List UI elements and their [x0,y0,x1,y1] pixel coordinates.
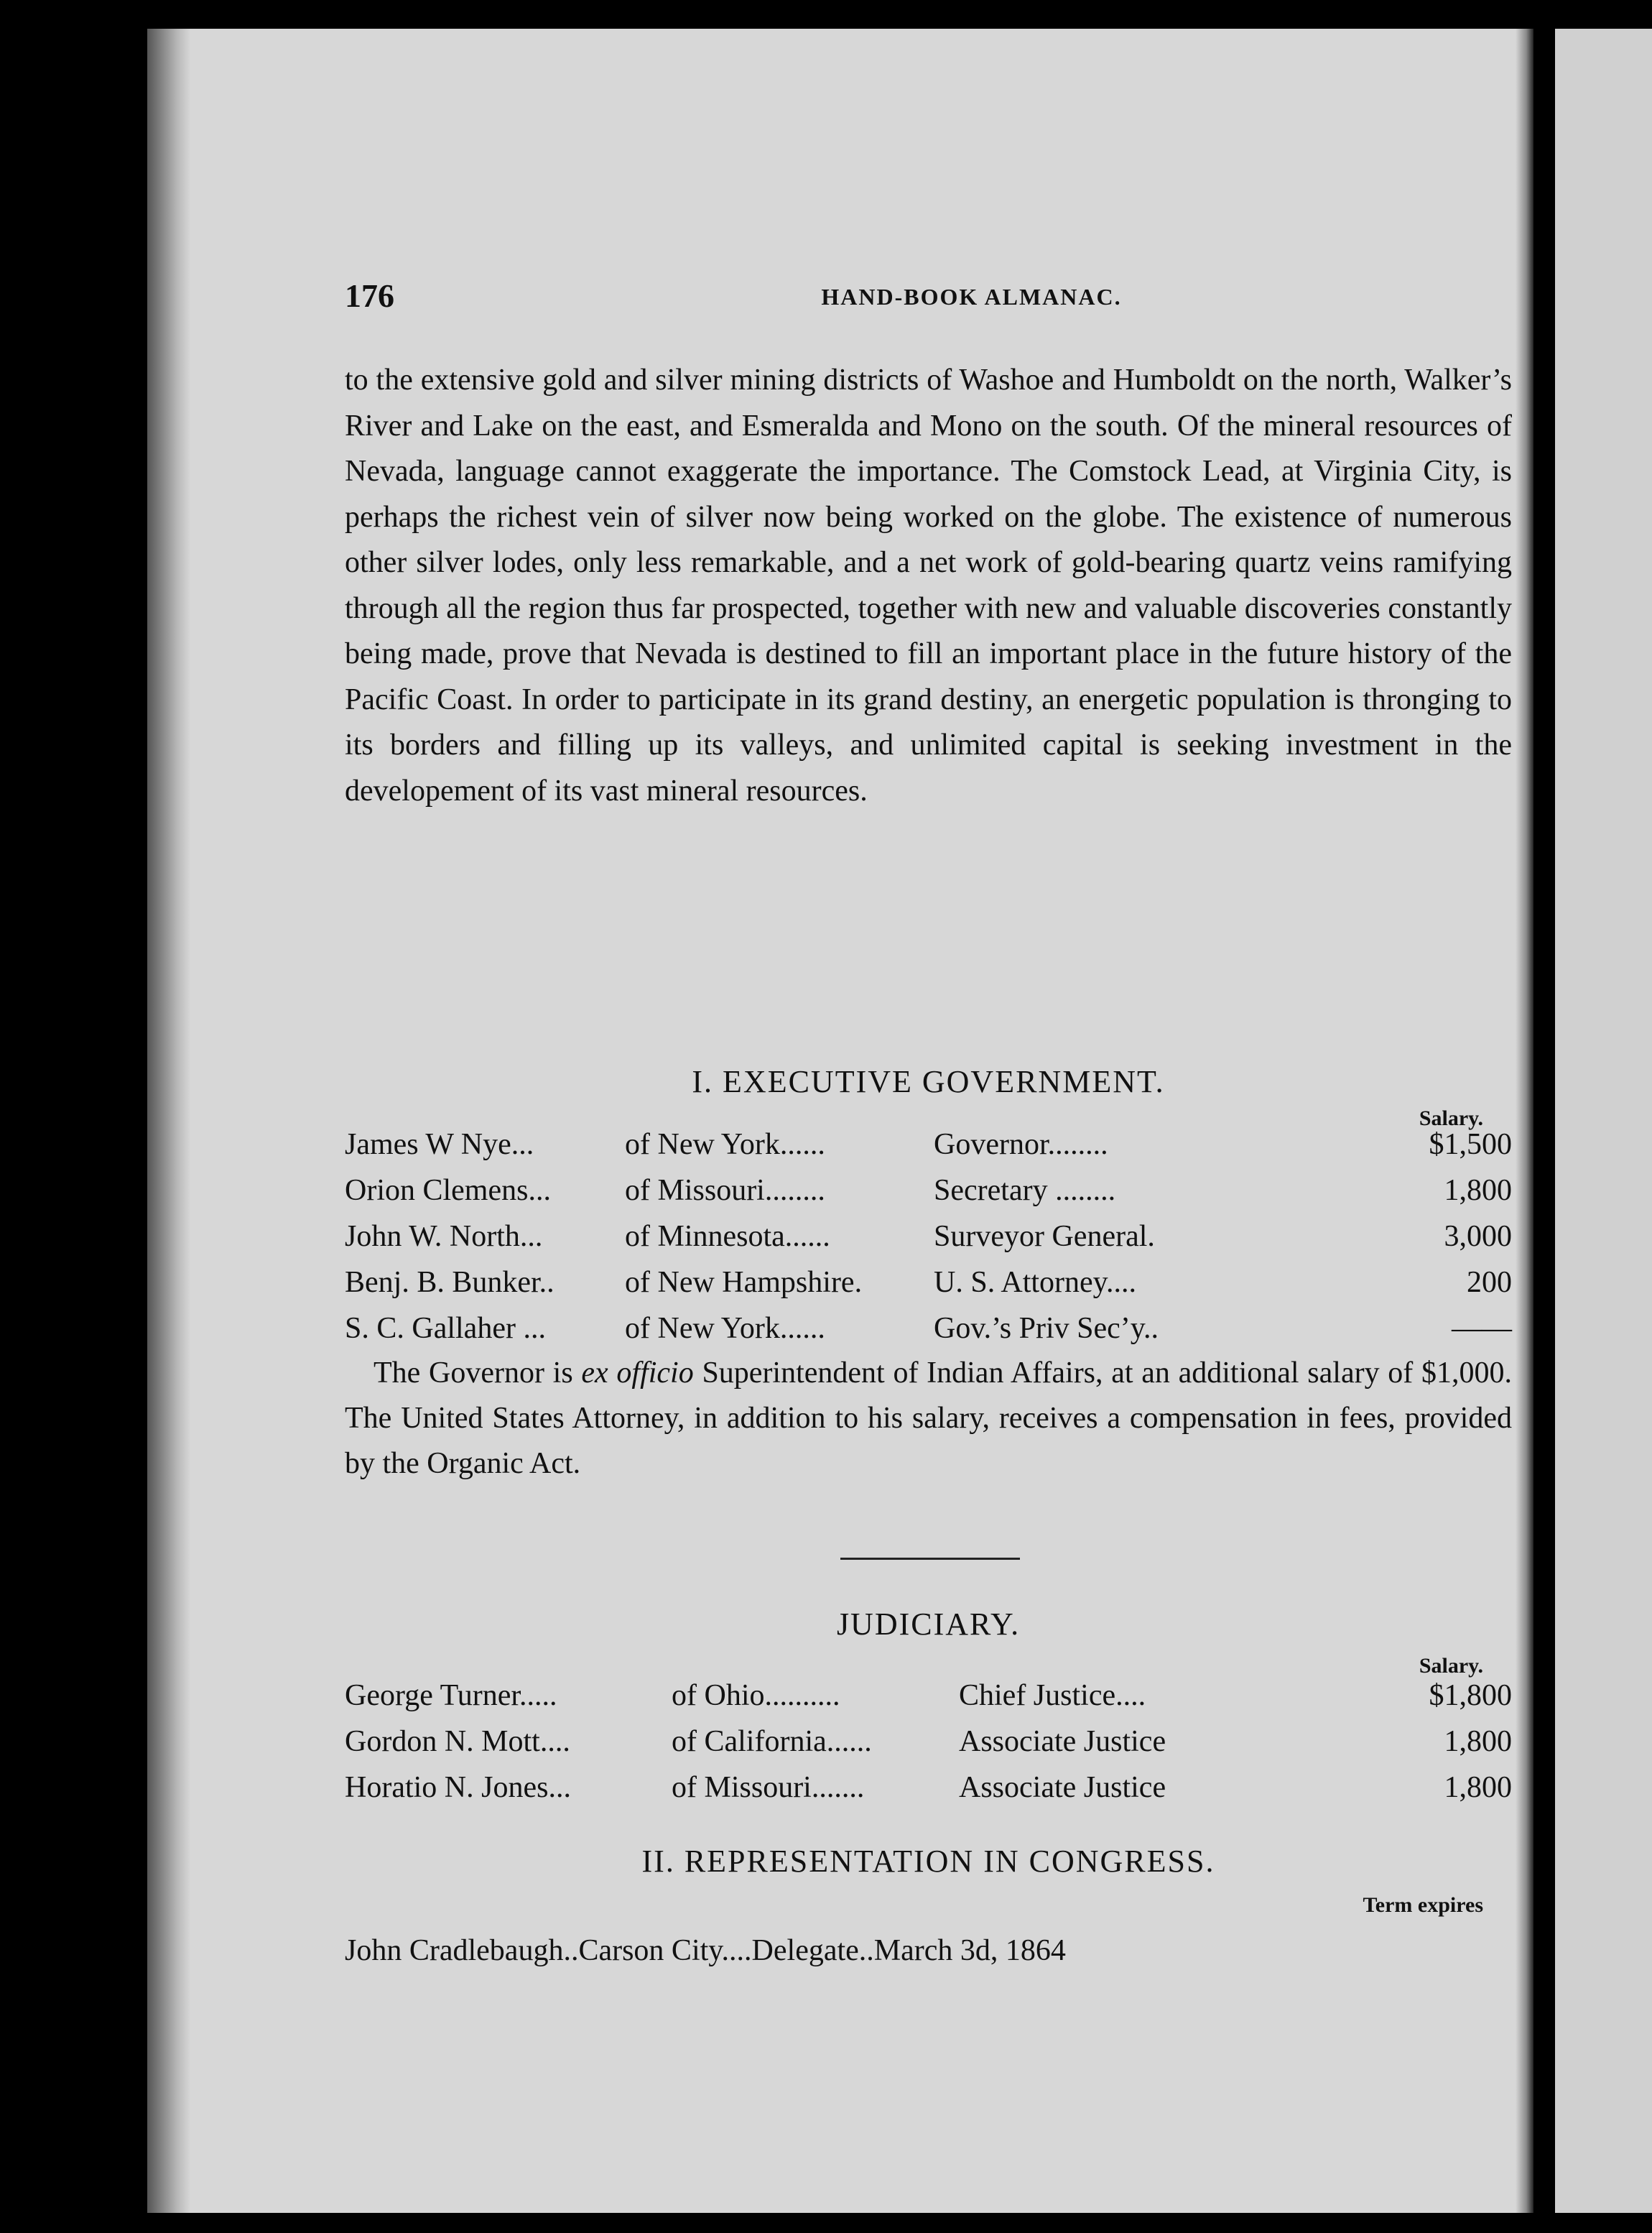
officer-salary: 200 [1467,1266,1512,1299]
judiciary-row [345,1674,1512,1717]
scanned-page [147,29,1533,2213]
judge-office: Chief Justice.... [959,1679,1146,1712]
officer-origin: of Missouri........ [625,1174,825,1207]
officer-name: John W. North... [345,1220,543,1253]
note-text-after: Superintendent of Indian Affairs, at an additional salary of $1,000. The United States Attorney, in addition to his salary, receives a compensation in fees, provided by the Organic Act. [345,1356,1512,1480]
judge-salary: 1,800 [1444,1771,1512,1804]
judge-salary: $1,800 [1429,1679,1512,1712]
judge-office: Associate Justice [959,1725,1166,1758]
judiciary-row [345,1766,1512,1809]
next-page-edge [1555,29,1652,2213]
officer-name: Orion Clemens... [345,1174,551,1207]
executive-row [345,1261,1512,1304]
judge-name: Horatio N. Jones... [345,1771,571,1804]
congress-delegate-row: John Cradlebaugh..Carson City....Delegate..March 3d, 1864 [345,1934,1066,1967]
officer-name: Benj. B. Bunker.. [345,1266,554,1299]
officer-salary: 1,800 [1444,1174,1512,1207]
congress-title: II. REPRESENTATION IN CONGRESS. [641,1844,1215,1879]
running-head: HAND-BOOK ALMANAC. [821,284,1122,310]
officer-origin: of New York...... [625,1312,825,1345]
binding-shadow [147,29,190,2213]
judiciary-row [345,1720,1512,1763]
officer-salary: 3,000 [1444,1220,1512,1253]
judiciary-salary-label: Salary. [1419,1654,1483,1678]
intro-paragraph: to the extensive gold and silver mining districts of Washoe and Humboldt on the north, Walker’s River and Lake on the east, and Esmeralda and Mono on the south. Of the mineral resources of Nevada, language cannot exaggerate the importance. The Comstock Lead, at Virginia City, is perhaps the richest vein of silver now being worked on the globe. The existence of numerous other silver lodes, only less remarkable, and a net work of gold-bearing quartz veins ramifying through all the region thus far prospected, together with new and valuable discoveries constantly being made, prove that Nevada is destined to fill an important place in the future history of the Pacific Coast. In order to participate in its grand destiny, an energetic population is thronging to its borders and filling up its valleys, and unlimited capital is seeking investment in the developement of its vast mineral resources. [345,364,1512,808]
officer-office: Gov.’s Priv Sec’y.. [934,1312,1159,1345]
officer-origin: of New York...... [625,1128,825,1161]
executive-row [345,1307,1512,1350]
judiciary-title: JUDICIARY. [836,1606,1021,1642]
officer-office: Secretary ........ [934,1174,1116,1207]
judge-salary: 1,800 [1444,1725,1512,1758]
governor-note [345,1351,1512,1487]
executive-row [345,1123,1512,1166]
judge-name: Gordon N. Mott.... [345,1725,570,1758]
page-right-edge [1516,29,1533,2213]
section-divider [840,1558,1020,1560]
judge-office: Associate Justice [959,1771,1166,1804]
officer-name: James W Nye... [345,1128,534,1161]
judge-name: George Turner..... [345,1679,557,1712]
term-expires-label: Term expires [1363,1893,1483,1917]
officer-office: Surveyor General. [934,1220,1155,1253]
executive-title: I. EXECUTIVE GOVERNMENT. [692,1064,1165,1099]
page-number: 176 [345,277,394,314]
officer-salary: $1,500 [1429,1128,1512,1161]
officer-salary: —— [1452,1312,1512,1345]
judge-origin: of Missouri....... [672,1771,865,1804]
officer-office: Governor........ [934,1128,1108,1161]
note-text-before: The Governor is [373,1356,582,1390]
officer-origin: of New Hampshire. [625,1266,863,1299]
executive-row [345,1215,1512,1258]
executive-salary-label: Salary. [1419,1106,1483,1130]
judge-origin: of California...... [672,1725,872,1758]
officer-office: U. S. Attorney.... [934,1266,1136,1299]
officer-origin: of Minnesota...... [625,1220,830,1253]
executive-row [345,1169,1512,1212]
note-italic: ex officio [581,1356,694,1390]
officer-name: S. C. Gallaher ... [345,1312,546,1345]
judge-origin: of Ohio.......... [672,1679,840,1712]
page-header [345,277,1512,320]
